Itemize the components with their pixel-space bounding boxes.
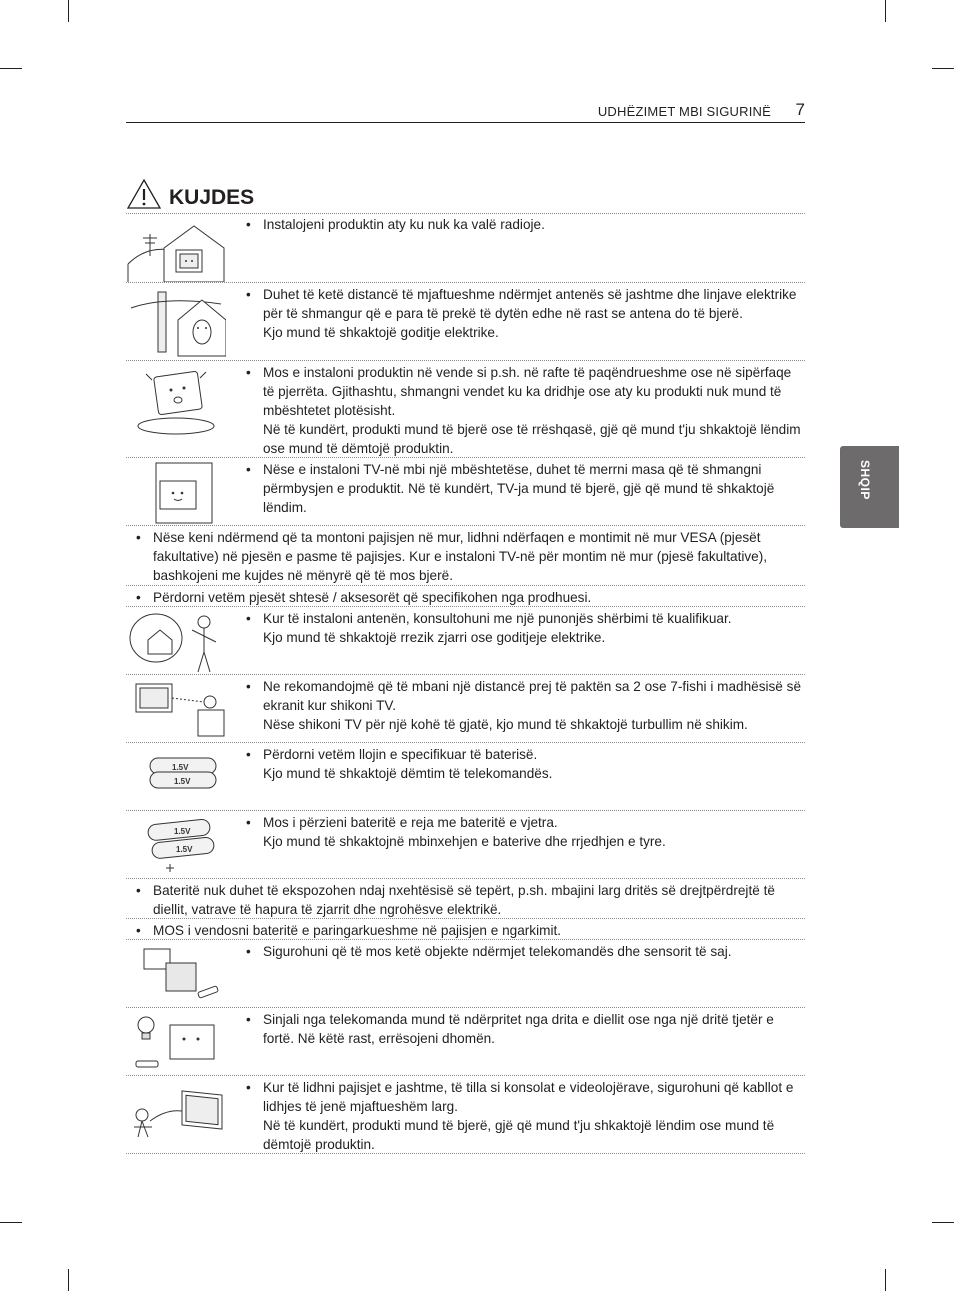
unstable-tv-illustration — [126, 364, 226, 444]
bullet: • — [246, 944, 251, 959]
bullet: • — [246, 1080, 251, 1095]
bullet: • — [136, 923, 141, 938]
crop-mark — [885, 0, 886, 22]
caution-text — [246, 609, 801, 647]
caution-line: Ne rekomandojmë që të mbani një distancë prej të paktën sa 2 ose 7-fishi i madhësisë së ekranit kur shikoni TV. — [263, 679, 802, 713]
caution-text — [136, 921, 801, 940]
caution-item — [126, 743, 805, 811]
caution-item — [126, 283, 805, 361]
page-number: 7 — [795, 100, 805, 119]
caution-item — [126, 607, 805, 675]
bullet: • — [246, 815, 251, 830]
bullet: • — [136, 530, 141, 545]
caution-text — [246, 1078, 801, 1154]
mixed-batteries-illustration — [126, 814, 226, 876]
service-technician-illustration — [126, 610, 226, 674]
caution-line: Në të kundërt, produkti mund të bjerë ose të rrëshqasë, gjë që mund t'ju shkaktojë lëndim ose mund të dëmtojë produktin. — [263, 422, 801, 456]
caution-text — [246, 215, 801, 234]
caution-line: Përdorni vetëm pjesët shtesë / aksesorët që specifikohen nga prodhuesi. — [153, 590, 592, 605]
caution-text — [136, 881, 801, 919]
bullet: • — [136, 590, 141, 605]
caution-line: Kjo mund të shkaktojë rrezik zjarri ose goditjeje elektrike. — [263, 630, 606, 645]
crop-mark — [68, 1269, 69, 1291]
remote-obstacle-illustration — [126, 943, 226, 1005]
caution-item — [126, 675, 805, 743]
caution-text — [136, 588, 801, 607]
caution-item — [126, 586, 805, 607]
battery-label: 1.5V — [174, 777, 191, 786]
crop-mark — [0, 68, 22, 69]
crop-mark — [885, 1269, 886, 1291]
caution-line: Kur të lidhni pajisjet e jashtme, të tilla si konsolat e videolojërave, sigurohuni që kabllot e lidhjes të jenë mjaftueshëm larg. — [263, 1080, 794, 1114]
bullet: • — [246, 611, 251, 626]
caution-line: Përdorni vetëm llojin e specifikuar të baterisë. — [263, 747, 538, 762]
bullet: • — [246, 1012, 251, 1027]
caution-item — [126, 1076, 805, 1154]
caution-text — [246, 285, 801, 342]
bullet: • — [246, 217, 251, 232]
bullet: • — [246, 287, 251, 302]
caution-text — [246, 1010, 801, 1048]
house-antenna-illustration — [126, 216, 226, 282]
caution-line: Kjo mund të shkaktojnë mbinxehjen e baterive dhe rrjedhjen e tyre. — [263, 834, 666, 849]
caution-item — [126, 458, 805, 526]
caution-line: Bateritë nuk duhet të ekspozohen ndaj nxehtësisë së tepërt, p.sh. mbajini larg dritës së drejtpërdrejtë të diellit, vatrave të hapura të zjarrit dhe ngrohësve elektrikë. — [153, 883, 775, 917]
crop-mark — [932, 68, 954, 69]
language-tab-label: SHQIP — [858, 460, 872, 500]
caution-text — [246, 460, 801, 517]
caution-line: Instalojeni produktin aty ku nuk ka valë radioje. — [263, 217, 545, 232]
external-device-cable-illustration — [126, 1079, 226, 1145]
caution-text — [246, 745, 801, 783]
battery-label: 1.5V — [176, 845, 193, 854]
caution-line: Mos e instaloni produktin në vende si p.sh. në rafte të paqëndrueshme ose në sipërfaqe të pjerrëta. Gjithashtu, shmangni vendet ku ka dridhje ose aty ku produkti nuk mund të mbështetet plotësisht. — [263, 365, 792, 418]
header-section-title: UDHËZIMET MBI SIGURINË — [597, 104, 771, 119]
caution-line: Sigurohuni që të mos ketë objekte ndërmjet telekomandës dhe sensorit të saj. — [263, 944, 732, 959]
caution-item — [126, 940, 805, 1008]
caution-line: Nëse shikoni TV për një kohë të gjatë, kjo mund të shkaktojë turbullim në shikim. — [263, 717, 748, 732]
battery-label: 1.5V — [174, 827, 191, 836]
caution-item — [126, 811, 805, 879]
caution-line: Nëse keni ndërmend që ta montoni pajisjen në mur, lidhni ndërfaqen e montimit në mur VESA (pjesët fakultative) në pjesën e pasme të pajisjes. Kur e instaloni TV-në për montim në mur (pjesë fakultative), bashkojeni me kujdes në mënyrë që të mos bjerë. — [153, 530, 768, 583]
caution-item — [126, 361, 805, 458]
crop-mark — [932, 1222, 954, 1223]
caution-line: Në të kundërt, produkti mund të bjerë, gjë që mund t'ju shkaktojë lëndim ose mund të dëmtojë produktin. — [263, 1118, 775, 1152]
viewing-distance-illustration — [126, 678, 226, 740]
bullet: • — [246, 365, 251, 380]
crop-mark — [68, 0, 69, 22]
caution-text — [246, 363, 801, 458]
caution-item — [126, 1008, 805, 1076]
caution-line: Mos i përzieni bateritë e reja me bateritë e vjetra. — [263, 815, 558, 830]
caution-line: Kjo mund të shkaktojë goditje elektrike. — [263, 325, 499, 340]
section-title — [126, 178, 805, 214]
bullet: • — [246, 679, 251, 694]
caution-line: Sinjali nga telekomanda mund të ndërpritet nga drita e diellit ose nga një dritë tjetër e fortë. Në këtë rast, errësojeni dhomën. — [263, 1012, 774, 1046]
caution-item — [126, 879, 805, 919]
caution-line: Duhet të ketë distancë të mjaftueshme ndërmjet antenës së jashtme dhe linjave elektrike për të shmangur që e para të prekë të dytën edhe në rast se antena do të bjerë. — [263, 287, 797, 321]
section-title-text: KUJDES — [169, 186, 255, 209]
language-tab — [840, 446, 899, 528]
antenna-power-line-illustration — [126, 286, 226, 358]
caution-text — [136, 528, 801, 585]
caution-line: Kjo mund të shkaktojë dëmtim të telekomandës. — [263, 766, 553, 781]
caution-text — [246, 813, 801, 851]
bullet: • — [246, 747, 251, 762]
caution-item — [126, 526, 805, 586]
page-header — [126, 100, 805, 123]
bright-light-illustration — [126, 1011, 226, 1073]
caution-line: Nëse e instaloni TV-në mbi një mbështetëse, duhet të merrni masa që të shmangni përmbysjen e produktit. Në të kundërt, TV-ja mund të bjerë, gjë që mund të shkaktojë lëndim. — [263, 462, 775, 515]
crop-mark — [0, 1222, 22, 1223]
tv-on-stand-illustration — [126, 461, 226, 525]
caution-item — [126, 213, 805, 283]
caution-item — [126, 919, 805, 940]
warning-icon — [126, 178, 162, 210]
battery-illustration — [126, 746, 226, 808]
bullet: • — [136, 883, 141, 898]
caution-line: MOS i vendosni bateritë e paringarkueshme në pajisjen e ngarkimit. — [153, 923, 562, 938]
battery-label: 1.5V — [172, 763, 189, 772]
caution-text — [246, 677, 802, 734]
caution-line: Kur të instaloni antenën, konsultohuni me një punonjës shërbimi të kualifikuar. — [263, 611, 732, 626]
caution-text — [246, 942, 801, 961]
bullet: • — [246, 462, 251, 477]
